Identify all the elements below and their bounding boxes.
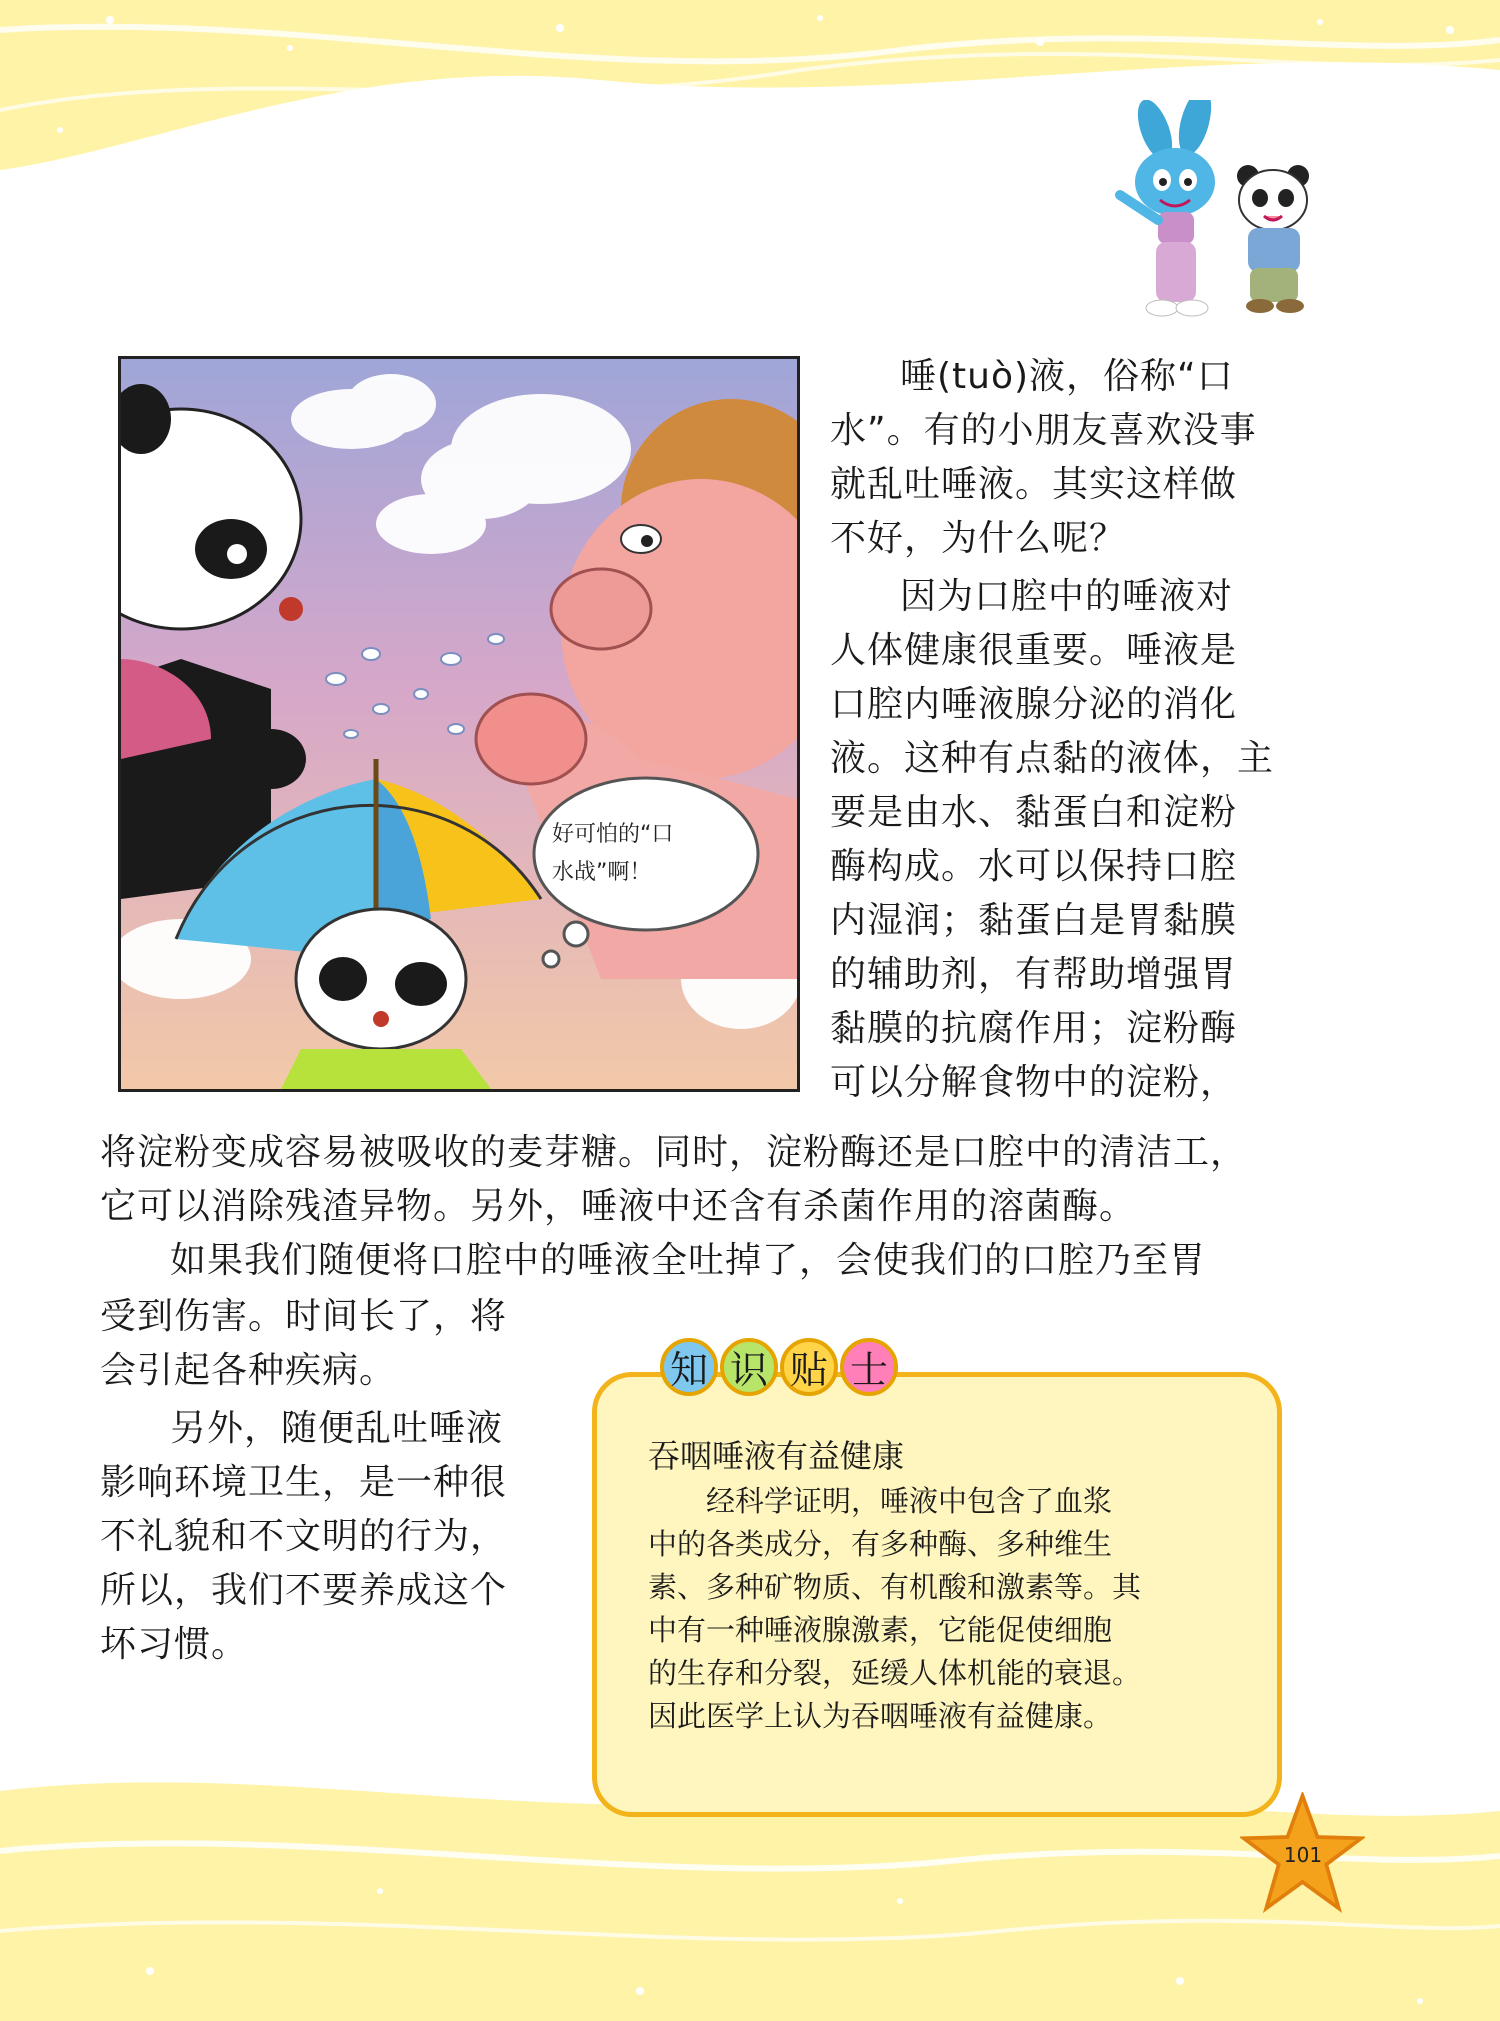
speech-bubble-line: 好可怕的“口 [552,822,674,847]
mascots-illustration [1100,100,1330,325]
tips-line: 中有一种唾液腺激素，它能促使细胞 [648,1613,1113,1647]
paragraph-line: 如果我们随便将口腔中的唾液全吐掉了，会使我们的口腔乃至胃 [170,1240,1207,1281]
rabbit-figure [1120,100,1217,316]
tips-heading-char: 士 [840,1338,898,1396]
speech-bubble-text [552,816,752,892]
paragraph-line: 就乱吐唾液。其实这样做 [830,464,1238,505]
paragraph-line: 内湿润；黏蛋白是胃黏膜 [830,900,1238,941]
tips-title: 吞咽唾液有益健康 [648,1437,905,1475]
paragraph-line: 可以分解食物中的淀粉， [830,1062,1238,1103]
paragraph-line: 将淀粉变成容易被吸收的麦芽糖。同时，淀粉酶还是口腔中的清洁工， [100,1132,1248,1173]
tips-heading-char: 贴 [780,1338,838,1396]
tips-body [648,1480,1141,1738]
paragraph-line: 另外，随便乱吐唾液 [170,1408,504,1449]
page-number: 101 [1283,1843,1323,1867]
paragraph-line: 影响环境卫生，是一种很 [100,1462,508,1503]
reason-paragraph [830,570,1274,1110]
tips-line: 的生存和分裂，延缓人体机能的衰退。 [648,1656,1142,1690]
tips-line: 因此医学上认为吞咽唾液有益健康。 [648,1699,1113,1733]
paragraph-line: 唾(tuò)液，俗称“口 [900,356,1234,397]
paragraph-line: 所以，我们不要养成这个 [100,1570,508,1611]
tips-line: 素、多种矿物质、有机酸和激素等。其 [648,1570,1142,1604]
paragraph-line: 要是由水、黏蛋白和淀粉 [830,792,1238,833]
paragraph-line: 人体健康很重要。唾液是 [830,630,1238,671]
harm-paragraph [100,1290,507,1398]
paragraph-line: 口腔内唾液腺分泌的消化 [830,684,1238,725]
tips-heading-char: 识 [720,1338,778,1396]
paragraph-line: 不礼貌和不文明的行为， [100,1516,508,1557]
paragraph-line: 坏习惯。 [100,1624,249,1665]
paragraph-line: 的辅助剂，有帮助增强胃 [830,954,1238,995]
paragraph-line: 它可以消除残渣异物。另外，唾液中还含有杀菌作用的溶菌酶。 [100,1186,1137,1227]
full-width-text [100,1126,1247,1288]
paragraph-line: 水”。有的小朋友喜欢没事 [830,410,1257,451]
hygiene-paragraph [100,1402,507,1672]
tips-line: 中的各类成分，有多种酶、多种维生 [648,1527,1113,1561]
tips-heading-char: 知 [660,1338,718,1396]
paragraph-line: 会引起各种疾病。 [100,1350,397,1391]
paragraph-line: 酶构成。水可以保持口腔 [830,846,1238,887]
paragraph-line: 因为口腔中的唾液对 [900,576,1234,617]
paragraph-line: 受到伤害。时间长了，将 [100,1296,508,1337]
speech-bubble-line: 水战”啊！ [552,860,652,885]
comic-panel [118,356,800,1092]
paragraph-line: 不好，为什么呢？ [830,518,1127,559]
tips-heading [660,1338,898,1396]
panda-figure [1237,165,1309,313]
paragraph-line: 黏膜的抗腐作用；淀粉酶 [830,1008,1238,1049]
intro-paragraph [830,350,1257,566]
tips-line: 经科学证明，唾液中包含了血浆 [706,1484,1113,1518]
paragraph-line: 液。这种有点黏的液体，主 [830,738,1275,779]
